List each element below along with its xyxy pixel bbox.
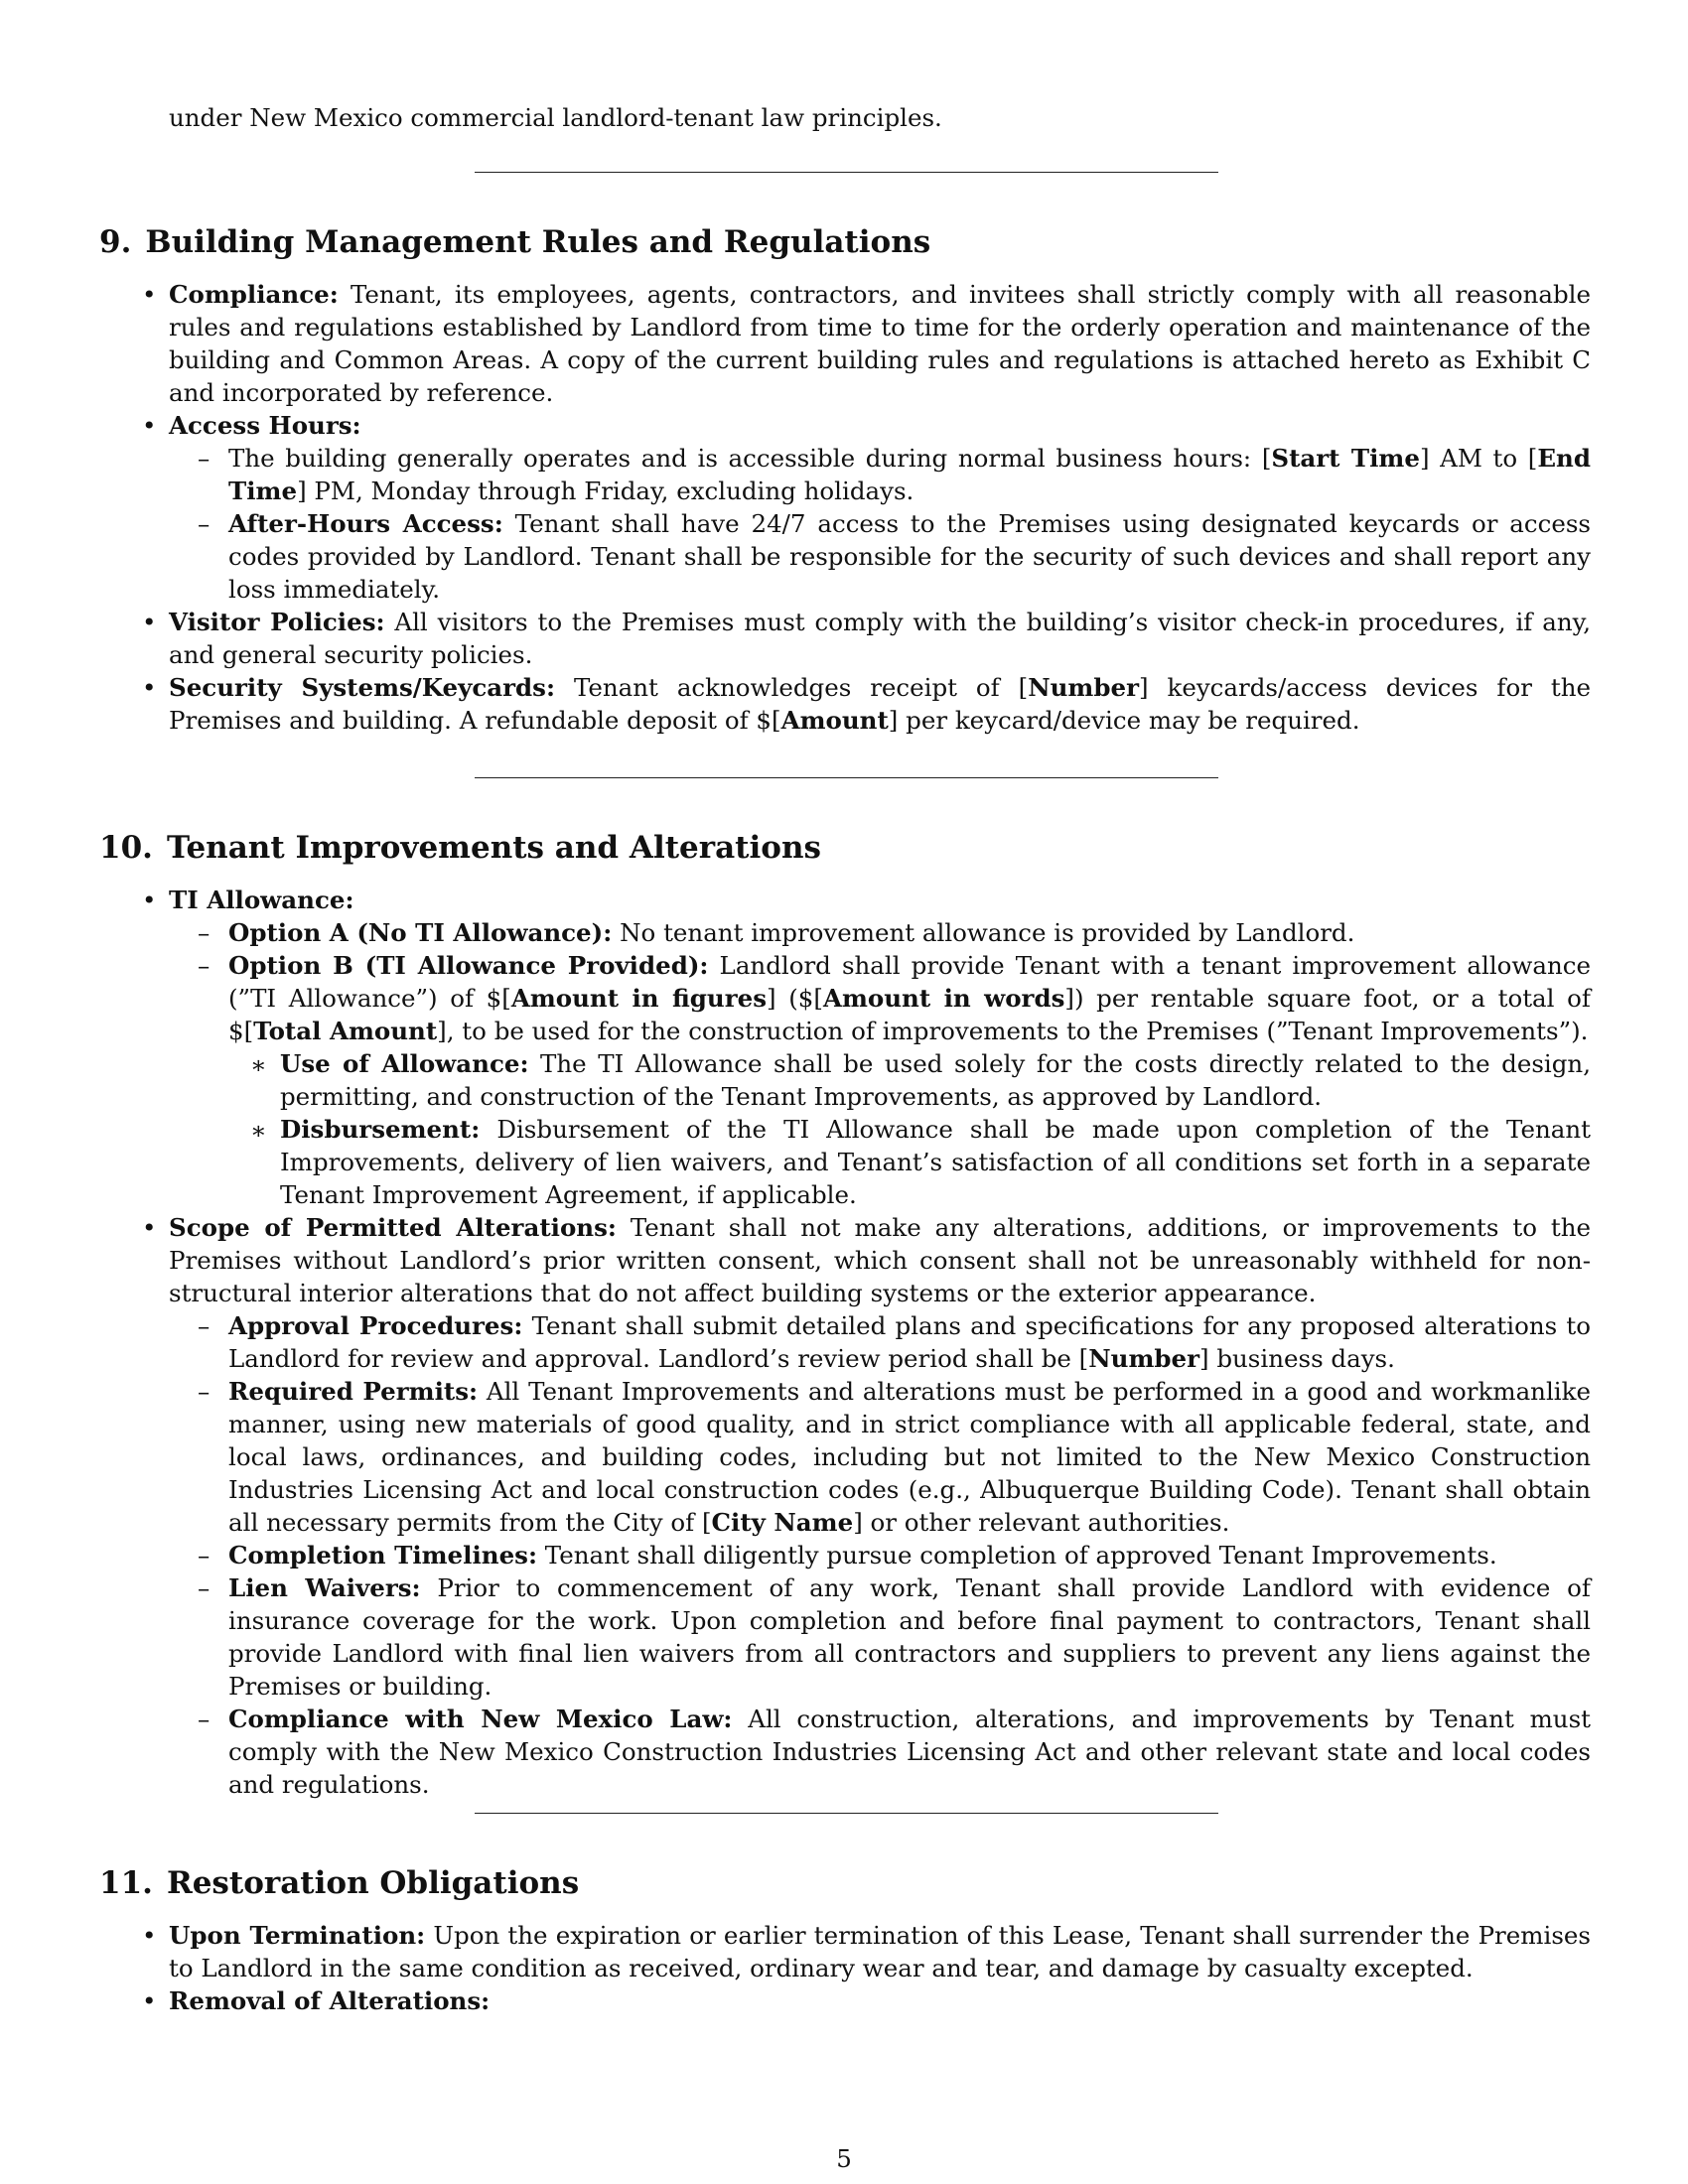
- sublist-item-after-hours: [198, 507, 1591, 606]
- continuation-text: under New Mexico commercial landlord-tenant law principles.: [169, 103, 942, 132]
- bullet-icon: •: [142, 1986, 157, 2015]
- sublist-item-new-mexico-law: [198, 1703, 1592, 1801]
- placeholder-amount-words: Amount in words: [822, 984, 1065, 1013]
- item-text: Upon the expiration or earlier termination of this Lease, Tenant shall surrender the Premises to Landlord in the same condition as received, ordinary wear and tear, and damage by casualty excepted.: [169, 1921, 1591, 1982]
- item-label: Removal of Alterations:: [169, 1986, 491, 2015]
- list-item-ti-allowance: [142, 884, 1591, 1211]
- item-label: Approval Procedures:: [228, 1311, 523, 1340]
- sublist-item-completion-timelines: [198, 1539, 1591, 1571]
- item-label: Compliance:: [169, 280, 339, 309]
- placeholder-number: Number: [1028, 673, 1139, 702]
- item-text: The TI Allowance shall be used solely for the costs directly related to the design, permitting, and construction of the Tenant Improvements, as approved by Landlord.: [280, 1049, 1591, 1111]
- section-11-heading: [99, 1863, 1589, 1903]
- sublist: [169, 1309, 1591, 1801]
- item-text: All visitors to the Premises must comply with the building’s visitor check-in procedures, if any, and general security policies.: [169, 608, 1591, 669]
- section-9-list: [142, 278, 1591, 737]
- list-item-access-hours: [142, 409, 1591, 606]
- bullet-icon: •: [142, 608, 157, 636]
- section-11-list: [142, 1919, 1591, 2017]
- item-text: Tenant shall not make any alterations, additions, or improvements to the Premises without Landlord’s prior written consent, which consent shall not be unreasonably withheld for non-structural interior alterations that do not affect building systems or the exterior appearance.: [169, 1213, 1591, 1307]
- placeholder-total-amount: Total Amount: [253, 1017, 438, 1045]
- dash-icon: –: [198, 1377, 211, 1406]
- dash-icon: –: [198, 918, 211, 947]
- section-number: 9.: [99, 224, 132, 260]
- dash-icon: –: [198, 1541, 211, 1570]
- item-text: All construction, alterations, and improvements by Tenant must comply with the New Mexico Construction Industries Licensing Act and other relevant state and local codes and regulations.: [228, 1705, 1592, 1799]
- placeholder-amount-figures: Amount in figures: [510, 984, 768, 1013]
- bullet-icon: •: [142, 411, 157, 440]
- list-item-upon-termination: [142, 1919, 1591, 1984]
- placeholder-number: Number: [1088, 1344, 1199, 1373]
- sublist-item-option-b: – Option B (TI Allowance Provided): Landlord shall provide Tenant with a tenant improvement allowance (”TI Allowance”) of $[Amount in figures] ($[Amount in words]) per rentable square foot, or a total of $[Total Amount], to be used for the construction of improvements to the Premises (”Tenant Improvements”). ∗ Use of Allowance: The TI Allowance shall be used solely for the costs directly related to the design, permitting, and construction of the Tenant Improvements, as approved by Landlord. ∗ Disbursement: Disbursement of the TI Allowance shall be made upon completion of the Tenant Improvements, delivery of lien waivers, and Tenant’s satisfaction of all conditions set forth in a separate Tenant Improvement Agreement, if applicable.: [198, 951, 1591, 1209]
- list-item-scope-of-alterations: [142, 1211, 1592, 1801]
- list-item-visitor-policies: [142, 606, 1591, 671]
- sublist-item-business-hours: – The building generally operates and is accessible during normal business hours: [Start Time] AM to [End Time] PM, Monday through Friday, excluding holidays.: [198, 444, 1591, 505]
- page-number: 5: [836, 2144, 852, 2173]
- section-10-heading: [99, 828, 1589, 868]
- sublist-item-required-permits: – Required Permits: All Tenant Improvements and alterations must be performed in a good and workmanlike manner, using new materials of good quality, and in strict compliance with all applicable federal, state, and local laws, ordinances, and building codes, including but not limited to the New Mexico Construction Industries Licensing Act and local construction codes (e.g., Albuquerque Building Code). Tenant shall obtain all necessary permits from the City of [City Name] or other relevant authorities.: [198, 1377, 1591, 1537]
- item-label: Option A (No TI Allowance):: [228, 918, 613, 947]
- item-text: Disbursement of the TI Allowance shall be made upon completion of the Tenant Improvements, delivery of lien waivers, and Tenant’s satisfaction of all conditions set forth in a separate Tenant Improvement Agreement, if applicable.: [280, 1115, 1591, 1209]
- item-label: Compliance with New Mexico Law:: [228, 1705, 733, 1733]
- bullet-icon: •: [142, 1921, 157, 1950]
- sub-sublist-item-disbursement: [250, 1113, 1591, 1211]
- item-label: After-Hours Access:: [228, 509, 503, 538]
- dash-icon: –: [198, 1705, 211, 1733]
- item-label: Scope of Permitted Alterations:: [169, 1213, 617, 1242]
- list-item-removal-of-alterations: [142, 1984, 1591, 2017]
- placeholder-end-time: End Time: [228, 444, 1591, 505]
- section-title: Restoration Obligations: [166, 1865, 580, 1901]
- section-divider: [475, 172, 1218, 173]
- item-label: Lien Waivers:: [228, 1573, 421, 1602]
- item-label: Completion Timelines:: [228, 1541, 537, 1570]
- item-label: Disbursement:: [280, 1115, 481, 1144]
- sublist-item-lien-waivers: [198, 1571, 1591, 1703]
- item-label: Security Systems/Keycards:: [169, 673, 555, 702]
- sub-sublist-item-use-of-allowance: [250, 1047, 1591, 1113]
- section-divider: [475, 1813, 1218, 1814]
- asterisk-icon: ∗: [250, 1116, 267, 1145]
- bullet-icon: •: [142, 1213, 157, 1242]
- placeholder-start-time: Start Time: [1271, 444, 1420, 473]
- item-label: TI Allowance:: [169, 886, 354, 914]
- placeholder-city-name: City Name: [711, 1508, 854, 1537]
- item-text: Tenant, its employees, agents, contractors, and invitees shall strictly comply with all reasonable rules and regulations established by Landlord from time to time for the orderly operation and maintenance of the building and Common Areas. A copy of the current building rules and regulations is attached hereto as Exhibit C and incorporated by reference.: [169, 280, 1591, 407]
- item-label: Use of Allowance:: [280, 1049, 529, 1078]
- bullet-icon: •: [142, 886, 157, 914]
- section-title: Building Management Rules and Regulations: [145, 224, 931, 260]
- sublist-item-approval-procedures: – Approval Procedures: Tenant shall submit detailed plans and specifications for any proposed alterations to Landlord for review and approval. Landlord’s review period shall be [Number] business days.: [198, 1311, 1592, 1373]
- section-number: 10.: [99, 830, 153, 866]
- list-item-compliance: [142, 278, 1591, 409]
- bullet-icon: •: [142, 280, 157, 309]
- dash-icon: –: [198, 444, 211, 473]
- item-text: Prior to commencement of any work, Tenant shall provide Landlord with evidence of insurance coverage for the work. Upon completion and before final payment to contractors, Tenant shall provide Landlord with final lien waivers from all contractors and suppliers to prevent any liens against the Premises or building.: [228, 1573, 1591, 1701]
- section-9-heading: [99, 222, 1589, 262]
- sublist-item-option-a: [198, 916, 1591, 949]
- dash-icon: –: [198, 1311, 211, 1340]
- item-label: Upon Termination:: [169, 1921, 426, 1950]
- section-title: Tenant Improvements and Alterations: [166, 830, 821, 866]
- sublist: [169, 916, 1591, 1211]
- sublist: [169, 442, 1591, 606]
- item-text: No tenant improvement allowance is provided by Landlord.: [620, 918, 1355, 947]
- dash-icon: –: [198, 951, 211, 980]
- item-label: Access Hours:: [169, 411, 361, 440]
- placeholder-amount: Amount: [780, 706, 889, 735]
- item-label: Option B (TI Allowance Provided):: [228, 951, 709, 980]
- asterisk-icon: ∗: [250, 1050, 267, 1079]
- section-number: 11.: [99, 1865, 153, 1901]
- item-text: Tenant shall diligently pursue completion of approved Tenant Improvements.: [544, 1541, 1497, 1570]
- sub-sublist: [228, 1047, 1591, 1211]
- item-label: Required Permits:: [228, 1377, 479, 1406]
- bullet-icon: •: [142, 673, 157, 702]
- item-text: Tenant shall have 24/7 access to the Premises using designated keycards or access codes provided by Landlord. Tenant shall be responsible for the security of such devices and shall report any loss immediately.: [228, 509, 1591, 604]
- dash-icon: –: [198, 1573, 211, 1602]
- item-label: Visitor Policies:: [169, 608, 385, 636]
- section-10-list: [142, 884, 1592, 1801]
- section-divider: [475, 777, 1218, 778]
- dash-icon: –: [198, 509, 211, 538]
- list-item-security-systems: • Security Systems/Keycards: Tenant acknowledges receipt of [Number] keycards/access devices for the Premises and building. A refundable deposit of $[Amount] per keycard/device may be required.: [142, 673, 1591, 735]
